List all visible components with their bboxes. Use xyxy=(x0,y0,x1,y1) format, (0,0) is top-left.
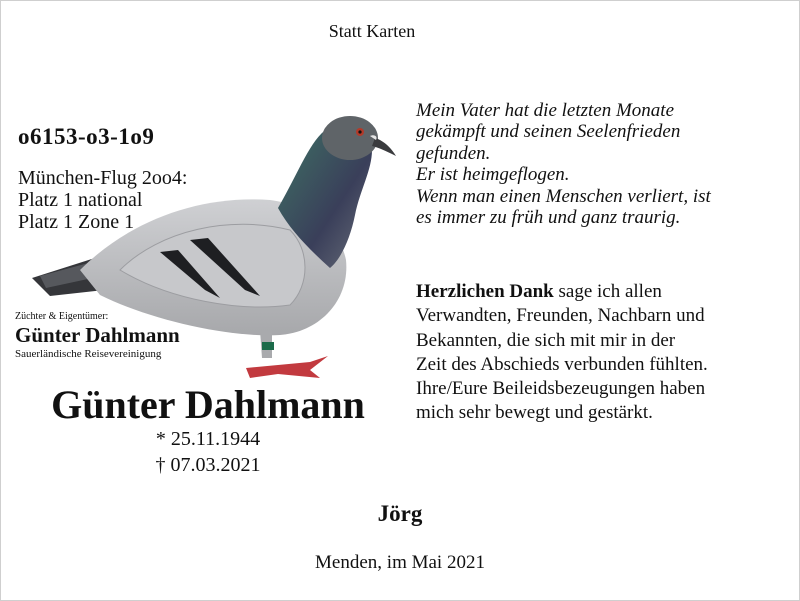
breeder-label: Züchter & Eigentümer: xyxy=(15,311,109,322)
leg-ring xyxy=(262,342,274,350)
header-title: Statt Karten xyxy=(328,21,416,41)
poem-line: Er ist heimgeflogen. xyxy=(416,164,570,186)
breeder-club: Sauerländische Reisevereinigung xyxy=(15,348,162,360)
poem-line: gekämpft und seinen Seelenfrieden xyxy=(416,121,681,143)
pigeon-head xyxy=(322,116,378,160)
thanks-line: Bekannten, die sich mit mir in der xyxy=(416,329,676,351)
breeder-name: Günter Dahlmann xyxy=(15,323,180,347)
pigeon-beak xyxy=(372,138,396,156)
award-line-2: Platz 1 national xyxy=(18,189,143,211)
poem-line: gefunden. xyxy=(416,142,491,164)
thanks-line: Ihre/Eure Beileidsbezeugungen haben xyxy=(416,378,706,400)
place-date: Menden, im Mai 2021 xyxy=(315,552,485,573)
poem-line: Mein Vater hat die letzten Monate xyxy=(416,100,675,121)
deceased-name: Günter Dahlmann xyxy=(51,382,365,427)
thanks-line xyxy=(416,280,786,304)
thanks-line: mich sehr bewegt und gestärkt. xyxy=(416,402,653,424)
thanks-line-rest: sage ich allen xyxy=(553,281,662,302)
thanks-line: Zeit des Abschieds verbunden fühlten. xyxy=(416,353,708,375)
ring-number: o6153-o3-1o9 xyxy=(18,124,155,149)
thanks-bold-lead: Herzlichen Dank xyxy=(416,281,554,302)
poem-line: Wenn man einen Menschen verliert, ist xyxy=(416,185,711,207)
poem xyxy=(416,100,786,228)
poem-line: es immer zu früh und ganz traurig. xyxy=(416,207,681,229)
award-line-1: München-Flug 2oo4: xyxy=(18,167,188,189)
signature: Jörg xyxy=(377,501,423,526)
thanks-text xyxy=(416,280,786,426)
thanks-line: Verwandten, Freunden, Nachbarn und xyxy=(416,305,705,327)
birth-date: * 25.11.1944 xyxy=(155,428,261,450)
death-date: † 07.03.2021 xyxy=(155,454,261,476)
award-line-3: Platz 1 Zone 1 xyxy=(18,211,135,233)
pigeon-feet xyxy=(246,356,328,378)
